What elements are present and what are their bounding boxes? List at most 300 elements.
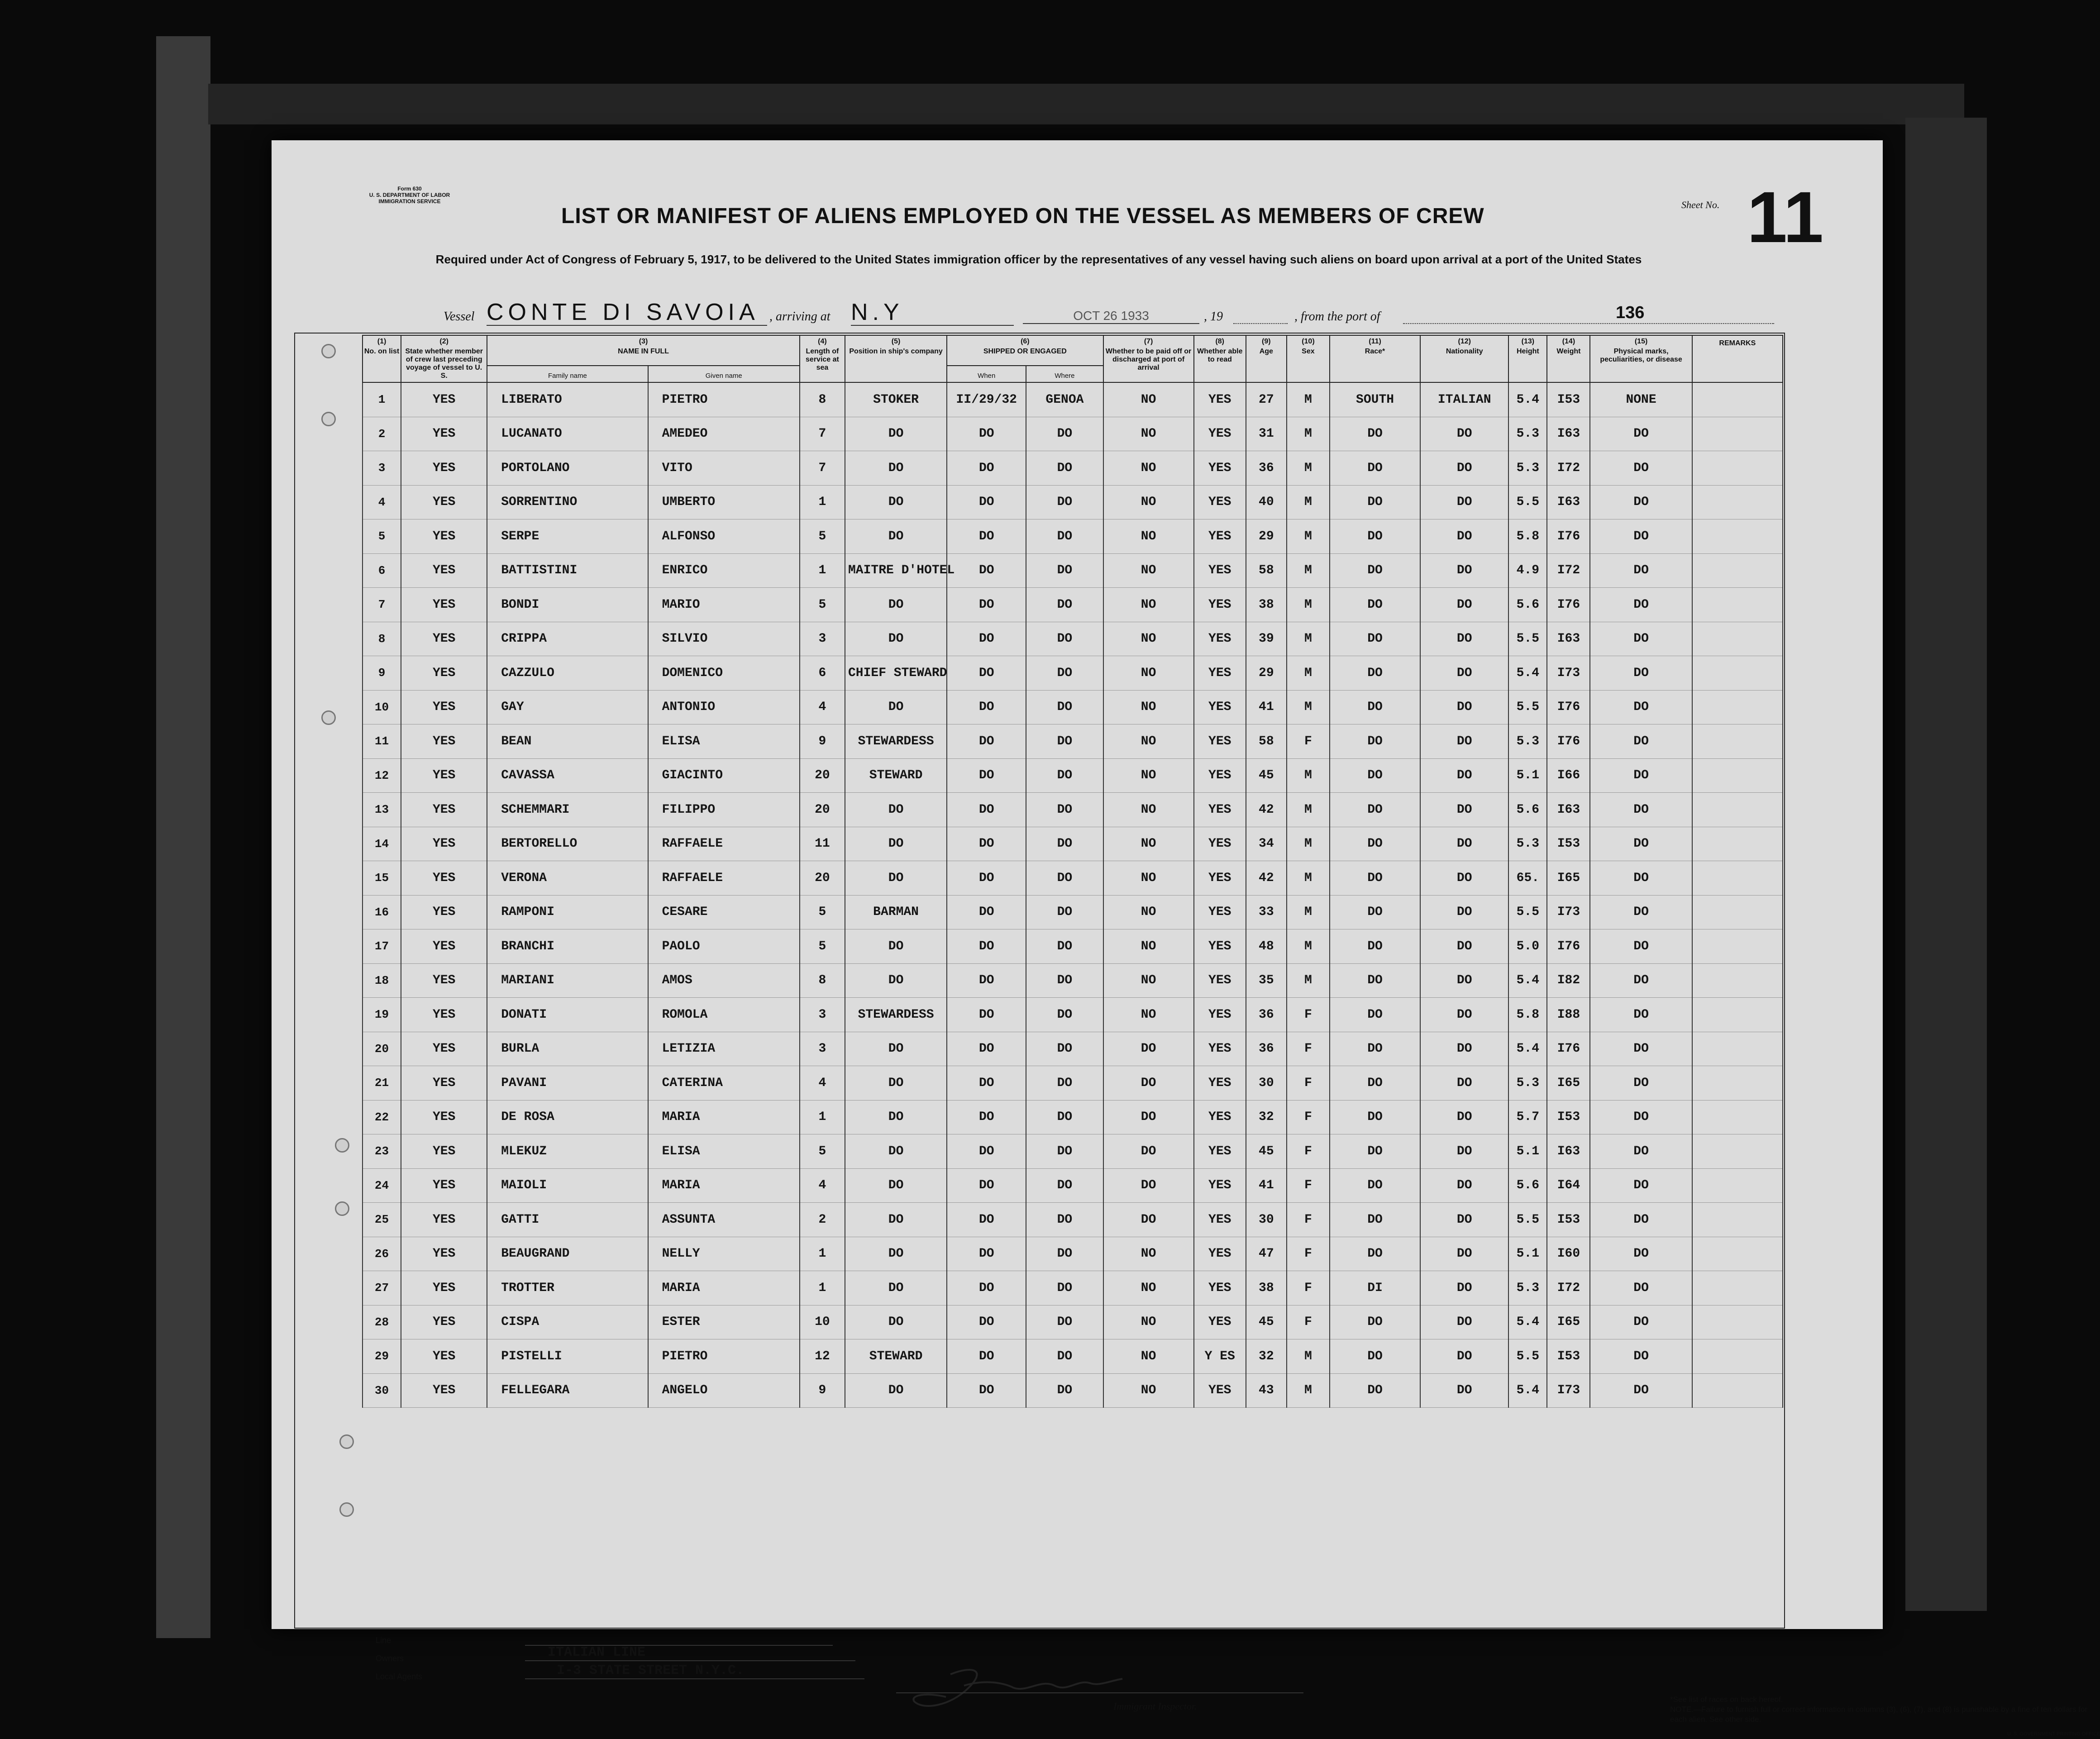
sex-cell: F: [1287, 1066, 1330, 1101]
race-cell: DO: [1330, 998, 1420, 1032]
family-name-cell: CAVASSA: [487, 758, 648, 793]
service-length-cell: 1: [800, 1100, 845, 1134]
last-voyage-cell: YES: [401, 656, 487, 691]
paid-off-cell: DO: [1103, 1168, 1194, 1203]
age-cell: 36: [1246, 451, 1287, 486]
service-length-cell: 9: [800, 1373, 845, 1408]
shipped-when-cell: DO: [947, 1066, 1026, 1101]
position-cell: STOKER: [845, 382, 947, 417]
position-cell: BARMAN: [845, 895, 947, 929]
row-number-cell: 30: [363, 1373, 401, 1408]
given-name-cell: ELISA: [648, 724, 800, 759]
sex-cell: F: [1287, 1134, 1330, 1169]
row-number-cell: 9: [363, 656, 401, 691]
weight-cell: I53: [1547, 1339, 1590, 1374]
shipped-where-cell: DO: [1026, 895, 1103, 929]
paid-off-cell: NO: [1103, 861, 1194, 896]
physical-marks-cell: DO: [1590, 1134, 1692, 1169]
height-cell: 5.3: [1508, 417, 1547, 451]
paid-off-cell: DO: [1103, 1134, 1194, 1169]
remarks-cell: [1692, 861, 1783, 896]
last-voyage-cell: YES: [401, 1100, 487, 1134]
age-cell: 42: [1246, 861, 1287, 896]
shipped-where-cell: DO: [1026, 929, 1103, 964]
position-cell: DO: [845, 1032, 947, 1066]
shipped-when-cell: DO: [947, 758, 1026, 793]
sex-cell: F: [1287, 1100, 1330, 1134]
weight-cell: I53: [1547, 1100, 1590, 1134]
agents-value: I-3 STATE STREET N.Y.C.: [525, 1663, 864, 1679]
service-length-cell: 5: [800, 519, 845, 554]
family-name-cell: BEAUGRAND: [487, 1237, 648, 1271]
nationality-cell: DO: [1420, 656, 1508, 691]
shipped-where-cell: DO: [1026, 690, 1103, 724]
col-header-remarks: REMARKS: [1692, 335, 1783, 382]
age-cell: 32: [1246, 1100, 1287, 1134]
paid-off-cell: NO: [1103, 793, 1194, 827]
position-cell: DO: [845, 929, 947, 964]
last-voyage-cell: YES: [401, 1066, 487, 1101]
race-cell: SOUTH: [1330, 382, 1420, 417]
shipped-when-cell: DO: [947, 1032, 1026, 1066]
col-header-read: (8) Whether able to read: [1194, 335, 1246, 382]
table-row: [363, 724, 1783, 759]
height-cell: 5.0: [1508, 929, 1547, 964]
physical-marks-cell: DO: [1590, 758, 1692, 793]
able-to-read-cell: YES: [1194, 963, 1246, 998]
remarks-cell: [1692, 622, 1783, 656]
last-voyage-cell: YES: [401, 1168, 487, 1203]
able-to-read-cell: YES: [1194, 1373, 1246, 1408]
sex-cell: M: [1287, 451, 1330, 486]
age-cell: 29: [1246, 519, 1287, 554]
race-cell: DO: [1330, 622, 1420, 656]
weight-cell: I76: [1547, 929, 1590, 964]
family-name-cell: FELLEGARA: [487, 1373, 648, 1408]
nationality-cell: DO: [1420, 690, 1508, 724]
remarks-cell: [1692, 963, 1783, 998]
sex-cell: M: [1287, 382, 1330, 417]
race-cell: DO: [1330, 758, 1420, 793]
shipped-when-cell: DO: [947, 793, 1026, 827]
given-name-cell: ENRICO: [648, 553, 800, 588]
age-cell: 33: [1246, 895, 1287, 929]
row-number-cell: 23: [363, 1134, 401, 1169]
race-cell: DO: [1330, 1134, 1420, 1169]
col-header-where: Where: [1026, 366, 1103, 382]
paid-off-cell: DO: [1103, 1100, 1194, 1134]
col-header-age: (9) Age: [1246, 335, 1287, 382]
weight-cell: I63: [1547, 622, 1590, 656]
paid-off-cell: NO: [1103, 1271, 1194, 1305]
given-name-cell: ROMOLA: [648, 998, 800, 1032]
physical-marks-cell: DO: [1590, 793, 1692, 827]
height-cell: 5.1: [1508, 1134, 1547, 1169]
age-cell: 45: [1246, 1134, 1287, 1169]
nationality-cell: DO: [1420, 1134, 1508, 1169]
able-to-read-cell: YES: [1194, 724, 1246, 759]
shipped-where-cell: DO: [1026, 1100, 1103, 1134]
race-cell: DO: [1330, 417, 1420, 451]
weight-cell: I63: [1547, 417, 1590, 451]
table-row: [363, 1203, 1783, 1237]
height-cell: 5.1: [1508, 1237, 1547, 1271]
shipped-where-cell: DO: [1026, 1305, 1103, 1339]
shipped-when-cell: DO: [947, 519, 1026, 554]
given-name-cell: ANGELO: [648, 1373, 800, 1408]
family-name-cell: GAY: [487, 690, 648, 724]
weight-cell: I76: [1547, 588, 1590, 622]
table-row: [363, 1134, 1783, 1169]
service-length-cell: 20: [800, 758, 845, 793]
service-length-cell: 1: [800, 1237, 845, 1271]
service-length-cell: 1: [800, 553, 845, 588]
sex-cell: M: [1287, 1339, 1330, 1374]
age-cell: 36: [1246, 1032, 1287, 1066]
last-voyage-cell: YES: [401, 451, 487, 486]
shipped-where-cell: DO: [1026, 793, 1103, 827]
note-races: *See list of races on back hereof.: [1670, 1695, 1783, 1704]
weight-cell: I63: [1547, 793, 1590, 827]
given-name-cell: MARIA: [648, 1168, 800, 1203]
height-cell: 5.3: [1508, 827, 1547, 861]
weight-cell: I76: [1547, 690, 1590, 724]
paid-off-cell: NO: [1103, 622, 1194, 656]
given-name-cell: PIETRO: [648, 1339, 800, 1374]
sheet-label: Sheet No.: [1681, 199, 1720, 210]
shipped-when-cell: DO: [947, 690, 1026, 724]
able-to-read-cell: YES: [1194, 1134, 1246, 1169]
remarks-cell: [1692, 588, 1783, 622]
row-number-cell: 18: [363, 963, 401, 998]
age-cell: 48: [1246, 929, 1287, 964]
physical-marks-cell: DO: [1590, 1168, 1692, 1203]
shipped-where-cell: DO: [1026, 656, 1103, 691]
height-cell: 5.5: [1508, 895, 1547, 929]
service-length-cell: 12: [800, 1339, 845, 1374]
service-length-cell: 5: [800, 1134, 845, 1169]
age-cell: 58: [1246, 724, 1287, 759]
height-cell: 5.5: [1508, 1339, 1547, 1374]
physical-marks-cell: DO: [1590, 656, 1692, 691]
position-cell: MAITRE D'HOTEL: [845, 553, 947, 588]
weight-cell: I63: [1547, 485, 1590, 519]
nationality-cell: DO: [1420, 861, 1508, 896]
family-name-cell: BONDI: [487, 588, 648, 622]
punch-hole: [339, 1502, 354, 1517]
sex-cell: M: [1287, 793, 1330, 827]
paid-off-cell: NO: [1103, 588, 1194, 622]
row-number-cell: 29: [363, 1339, 401, 1374]
service-length-cell: 3: [800, 622, 845, 656]
punch-hole: [335, 1201, 349, 1216]
weight-cell: I65: [1547, 1066, 1590, 1101]
last-voyage-cell: YES: [401, 1305, 487, 1339]
remarks-cell: [1692, 1203, 1783, 1237]
paid-off-cell: DO: [1103, 1032, 1194, 1066]
shipped-when-cell: DO: [947, 1134, 1026, 1169]
remarks-cell: [1692, 1168, 1783, 1203]
shipped-where-cell: DO: [1026, 417, 1103, 451]
printer-imprint: U. S. GOVERNMENT PRINTING OFFICE: [2007, 1731, 2100, 1737]
race-cell: DO: [1330, 827, 1420, 861]
nationality-cell: DO: [1420, 622, 1508, 656]
given-name-cell: RAFFAELE: [648, 861, 800, 896]
last-voyage-cell: YES: [401, 1237, 487, 1271]
table-row: [363, 1168, 1783, 1203]
nationality-cell: DO: [1420, 963, 1508, 998]
film-strip-left: [156, 36, 210, 1638]
able-to-read-cell: YES: [1194, 861, 1246, 896]
weight-cell: I53: [1547, 382, 1590, 417]
age-cell: 35: [1246, 963, 1287, 998]
height-cell: 5.3: [1508, 1271, 1547, 1305]
able-to-read-cell: YES: [1194, 553, 1246, 588]
service-length-cell: 8: [800, 963, 845, 998]
family-name-cell: PAVANI: [487, 1066, 648, 1101]
age-cell: 41: [1246, 1168, 1287, 1203]
given-name-cell: UMBERTO: [648, 485, 800, 519]
physical-marks-cell: DO: [1590, 827, 1692, 861]
shipped-when-cell: DO: [947, 929, 1026, 964]
last-voyage-cell: YES: [401, 1032, 487, 1066]
paid-off-cell: NO: [1103, 451, 1194, 486]
col-header-position: (5) Position in ship's company: [845, 335, 947, 382]
page-title: LIST OR MANIFEST OF ALIENS EMPLOYED ON THE VESSEL AS MEMBERS OF CREW: [561, 204, 1484, 228]
paid-off-cell: NO: [1103, 895, 1194, 929]
weight-cell: I72: [1547, 1271, 1590, 1305]
paid-off-cell: NO: [1103, 1305, 1194, 1339]
row-number-cell: 8: [363, 622, 401, 656]
height-cell: 5.4: [1508, 1373, 1547, 1408]
film-strip-right: [1905, 118, 1987, 1611]
physical-marks-cell: DO: [1590, 553, 1692, 588]
race-cell: DO: [1330, 1100, 1420, 1134]
sex-cell: M: [1287, 1373, 1330, 1408]
sex-cell: M: [1287, 519, 1330, 554]
sex-cell: M: [1287, 656, 1330, 691]
physical-marks-cell: DO: [1590, 519, 1692, 554]
form-id: Form 630: [397, 186, 422, 192]
able-to-read-cell: YES: [1194, 519, 1246, 554]
col-header-physical-marks: (15) Physical marks, peculiarities, or disease: [1590, 335, 1692, 382]
paid-off-cell: NO: [1103, 963, 1194, 998]
table-row: [363, 963, 1783, 998]
shipped-where-cell: DO: [1026, 998, 1103, 1032]
able-to-read-cell: YES: [1194, 929, 1246, 964]
row-number-cell: 19: [363, 998, 401, 1032]
able-to-read-cell: Y ES: [1194, 1339, 1246, 1374]
family-name-cell: CRIPPA: [487, 622, 648, 656]
shipped-where-cell: DO: [1026, 1032, 1103, 1066]
position-cell: DO: [845, 1100, 947, 1134]
height-cell: 5.1: [1508, 758, 1547, 793]
nationality-cell: DO: [1420, 519, 1508, 554]
shipped-when-cell: DO: [947, 1305, 1026, 1339]
physical-marks-cell: DO: [1590, 724, 1692, 759]
table-row: [363, 1032, 1783, 1066]
shipped-when-cell: DO: [947, 724, 1026, 759]
sex-cell: M: [1287, 622, 1330, 656]
col-header-weight: (14) Weight: [1547, 335, 1590, 382]
age-cell: 27: [1246, 382, 1287, 417]
film-strip-top: [208, 84, 1964, 124]
able-to-read-cell: YES: [1194, 827, 1246, 861]
age-cell: 40: [1246, 485, 1287, 519]
shipped-when-cell: DO: [947, 1271, 1026, 1305]
weight-cell: I76: [1547, 1032, 1590, 1066]
service-length-cell: 1: [800, 485, 845, 519]
page-subtitle: Required under Act of Congress of February 5, 1917, to be delivered to the United States immigration officer by the representatives of any vessel having such aliens on board upon arrival at a port of the United States: [435, 253, 1642, 266]
service-length-cell: 1: [800, 1271, 845, 1305]
col-header-last-voyage: (2) State whether member of crew last preceding voyage of vessel to U. S.: [401, 335, 487, 382]
shipped-where-cell: DO: [1026, 1373, 1103, 1408]
able-to-read-cell: YES: [1194, 998, 1246, 1032]
shipped-where-cell: GENOA: [1026, 382, 1103, 417]
weight-cell: I65: [1547, 1305, 1590, 1339]
shipped-when-cell: DO: [947, 827, 1026, 861]
last-voyage-cell: YES: [401, 963, 487, 998]
given-name-cell: AMOS: [648, 963, 800, 998]
shipped-when-cell: DO: [947, 485, 1026, 519]
shipped-when-cell: DO: [947, 656, 1026, 691]
remarks-cell: [1692, 827, 1783, 861]
able-to-read-cell: YES: [1194, 1168, 1246, 1203]
position-cell: DO: [845, 963, 947, 998]
physical-marks-cell: DO: [1590, 963, 1692, 998]
position-cell: DO: [845, 485, 947, 519]
able-to-read-cell: YES: [1194, 690, 1246, 724]
given-name-cell: AMEDEO: [648, 417, 800, 451]
nationality-cell: DO: [1420, 1339, 1508, 1374]
punch-hole: [321, 412, 336, 426]
nationality-cell: DO: [1420, 998, 1508, 1032]
race-cell: DO: [1330, 1373, 1420, 1408]
sex-cell: M: [1287, 485, 1330, 519]
weight-cell: I82: [1547, 963, 1590, 998]
age-cell: 38: [1246, 588, 1287, 622]
shipped-where-cell: DO: [1026, 622, 1103, 656]
given-name-cell: MARIA: [648, 1271, 800, 1305]
height-cell: 5.7: [1508, 1100, 1547, 1134]
note-penalty: NOTE.—Failure to furnish full or correct information in columns (3), (6), (7), and (8) is punishable by a fine of ten dollars for each alien. See other side.: [1670, 1705, 2088, 1724]
last-voyage-cell: YES: [401, 724, 487, 759]
table-row: [363, 1339, 1783, 1374]
service-length-cell: 3: [800, 998, 845, 1032]
shipped-where-cell: DO: [1026, 485, 1103, 519]
remarks-cell: [1692, 1066, 1783, 1101]
nationality-cell: DO: [1420, 1032, 1508, 1066]
paid-off-cell: NO: [1103, 724, 1194, 759]
physical-marks-cell: DO: [1590, 1339, 1692, 1374]
arriving-port: N.Y: [851, 300, 1014, 326]
family-name-cell: DE ROSA: [487, 1100, 648, 1134]
able-to-read-cell: YES: [1194, 1305, 1246, 1339]
row-number-cell: 20: [363, 1032, 401, 1066]
paid-off-cell: DO: [1103, 1203, 1194, 1237]
row-number-cell: 26: [363, 1237, 401, 1271]
weight-cell: I53: [1547, 827, 1590, 861]
service-length-cell: 5: [800, 588, 845, 622]
position-cell: DO: [845, 1373, 947, 1408]
last-voyage-cell: YES: [401, 485, 487, 519]
col-header-given-name: Given name: [648, 366, 800, 382]
last-voyage-cell: YES: [401, 1134, 487, 1169]
height-cell: 5.6: [1508, 1168, 1547, 1203]
nationality-cell: DO: [1420, 793, 1508, 827]
given-name-cell: ELISA: [648, 1134, 800, 1169]
row-number-cell: 22: [363, 1100, 401, 1134]
family-name-cell: DONATI: [487, 998, 648, 1032]
remarks-cell: [1692, 758, 1783, 793]
physical-marks-cell: DO: [1590, 1100, 1692, 1134]
service-length-cell: 7: [800, 451, 845, 486]
race-cell: DO: [1330, 656, 1420, 691]
position-cell: DO: [845, 451, 947, 486]
last-voyage-cell: YES: [401, 1203, 487, 1237]
paid-off-cell: NO: [1103, 485, 1194, 519]
physical-marks-cell: DO: [1590, 1032, 1692, 1066]
col-header-when: When: [947, 366, 1026, 382]
position-cell: DO: [845, 861, 947, 896]
sex-cell: M: [1287, 963, 1330, 998]
paid-off-cell: NO: [1103, 656, 1194, 691]
footnotes: [1670, 1695, 2100, 1739]
col-header-shipped: (6) SHIPPED OR ENGAGED: [947, 335, 1103, 366]
paid-off-cell: DO: [1103, 1066, 1194, 1101]
family-name-cell: GATTI: [487, 1203, 648, 1237]
last-voyage-cell: YES: [401, 588, 487, 622]
table-row: [363, 758, 1783, 793]
sex-cell: M: [1287, 895, 1330, 929]
col-header-sex: (10) Sex: [1287, 335, 1330, 382]
height-cell: 5.3: [1508, 1066, 1547, 1101]
age-cell: 29: [1246, 656, 1287, 691]
row-number-cell: 16: [363, 895, 401, 929]
shipped-when-cell: DO: [947, 1203, 1026, 1237]
age-cell: 36: [1246, 998, 1287, 1032]
paid-off-cell: NO: [1103, 690, 1194, 724]
height-cell: 5.6: [1508, 793, 1547, 827]
row-number-cell: 4: [363, 485, 401, 519]
last-voyage-cell: YES: [401, 895, 487, 929]
shipped-when-cell: DO: [947, 553, 1026, 588]
shipped-when-cell: DO: [947, 998, 1026, 1032]
shipped-when-cell: DO: [947, 1168, 1026, 1203]
physical-marks-cell: DO: [1590, 1373, 1692, 1408]
age-cell: 47: [1246, 1237, 1287, 1271]
nationality-cell: DO: [1420, 417, 1508, 451]
table-row: [363, 1100, 1783, 1134]
punch-hole: [335, 1138, 349, 1153]
remarks-cell: [1692, 1271, 1783, 1305]
race-cell: DO: [1330, 1032, 1420, 1066]
position-cell: DO: [845, 588, 947, 622]
sex-cell: M: [1287, 827, 1330, 861]
sex-cell: F: [1287, 1203, 1330, 1237]
row-number-cell: 21: [363, 1066, 401, 1101]
height-cell: 5.6: [1508, 588, 1547, 622]
row-number-cell: 6: [363, 553, 401, 588]
last-voyage-cell: YES: [401, 998, 487, 1032]
table-row: [363, 1237, 1783, 1271]
shipped-where-cell: DO: [1026, 519, 1103, 554]
able-to-read-cell: YES: [1194, 793, 1246, 827]
table-row: [363, 998, 1783, 1032]
physical-marks-cell: DO: [1590, 1305, 1692, 1339]
service-length-cell: 2: [800, 1203, 845, 1237]
able-to-read-cell: YES: [1194, 485, 1246, 519]
